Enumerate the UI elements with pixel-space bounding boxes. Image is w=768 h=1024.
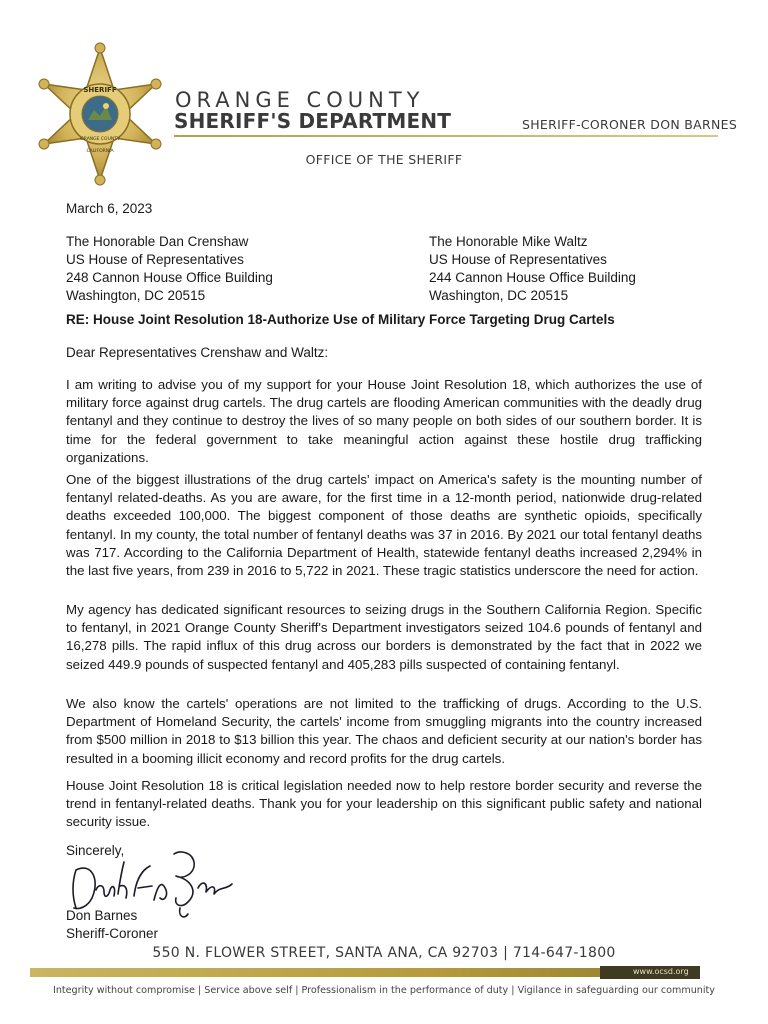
recipient-right-line: The Honorable Mike Waltz (429, 234, 588, 249)
recipient-left-line: 248 Cannon House Office Building (66, 270, 273, 285)
body-paragraph: My agency has dedicated significant resources to seizing drugs in the Southern California Region. Specific to fentanyl, in 2021 Orange County Sheriff's Department investigators seized 104.6 pounds of fentanyl and 16,278 pills. The rapid influx of this drug across our borders is demonstrated by the fact that in 2022 we seized 449.9 pounds of suspected fentanyl and 405,283 pills suspected of containing fentanyl. (66, 602, 702, 672)
body-paragraph: One of the biggest illustrations of the drug cartels' impact on America's safety is the mounting number of fentanyl related-deaths. As you are aware, for the first time in a 12-month period, nationwide drug-related deaths exceeded 100,000. The biggest component of those deaths are synthetic opioids, specifically fentanyl. In my county, the total number of fentanyl deaths was 37 in 2016. By 2021 our total fentanyl deaths was 717. According to the California Department of Health, statewide fentanyl deaths increased 2,294% in the last five years, from 239 in 2016 to 5,722 in 2021. These tragic statistics underscore the need for action. (66, 472, 702, 579)
subject-line: RE: House Joint Resolution 18-Authorize Use of Military Force Targeting Drug Cartels (66, 312, 615, 327)
header-divider (174, 135, 718, 137)
salutation: Dear Representatives Crenshaw and Waltz: (66, 345, 329, 360)
recipient-right-line: US House of Representatives (429, 252, 607, 267)
recipient-address-right (429, 233, 636, 305)
office-title: OFFICE OF THE SHERIFF (305, 152, 463, 167)
recipient-address-left (66, 233, 273, 305)
body-paragraph: We also know the cartels' operations are not limited to the trafficking of drugs. According to the U.S. Department of Homeland Security, the cartels' income from smuggling migrants into the country increased from $500 million in 2018 to $13 billion this year. The chaos and deficient security at our nation's border has resulted in a booming illicit economy and record profits for the drug cartels. (66, 696, 702, 766)
badge-text-bottom: CALIFORNIA (86, 149, 114, 154)
website-link[interactable]: www.ocsd.org (633, 967, 689, 976)
recipient-right-line: 244 Cannon House Office Building (429, 270, 636, 285)
signer-name: Don Barnes (66, 908, 138, 923)
body-paragraph: House Joint Resolution 18 is critical legislation needed now to help restore border security and reverse the trend in fentanyl-related deaths. Thank you for your leadership on this significant public safety and national security issue. (66, 778, 702, 830)
footer-address: 550 N. FLOWER STREET, SANTA ANA, CA 92703 | 714-647-1800 (152, 945, 616, 961)
letter-date: March 6, 2023 (66, 201, 153, 216)
badge-text-middle: ORANGE COUNTY (80, 137, 120, 142)
signer-title: Sheriff-Coroner (66, 926, 159, 941)
footer-motto: Integrity without compromise | Service above self | Professionalism in the performance of duty | Vigilance in safeguarding our community (52, 985, 715, 996)
signature-block (66, 907, 158, 943)
body-paragraph: I am writing to advise you of my support for your House Joint Resolution 18, which authorizes the use of military force against drug cartels. The drug cartels are flooding American communities with the deadly drug fentanyl and they continue to destroy the lives of so many people on both sides of our southern border. It is time for the federal government to take meaningful action against these hostile drug trafficking organizations. (66, 377, 702, 465)
recipient-right-line: Washington, DC 20515 (429, 288, 569, 303)
recipient-left-line: The Honorable Dan Crenshaw (66, 234, 249, 249)
badge-text-top: SHERIFF (83, 86, 117, 94)
department-name-line1: ORANGE COUNTY (175, 88, 425, 112)
recipient-left-line: Washington, DC 20515 (66, 288, 206, 303)
closing: Sincerely, (66, 843, 125, 858)
sheriff-coroner-name: SHERIFF-CORONER DON BARNES (522, 117, 738, 132)
recipient-left-line: US House of Representatives (66, 252, 244, 267)
department-name-line2: SHERIFF'S DEPARTMENT (174, 109, 452, 133)
